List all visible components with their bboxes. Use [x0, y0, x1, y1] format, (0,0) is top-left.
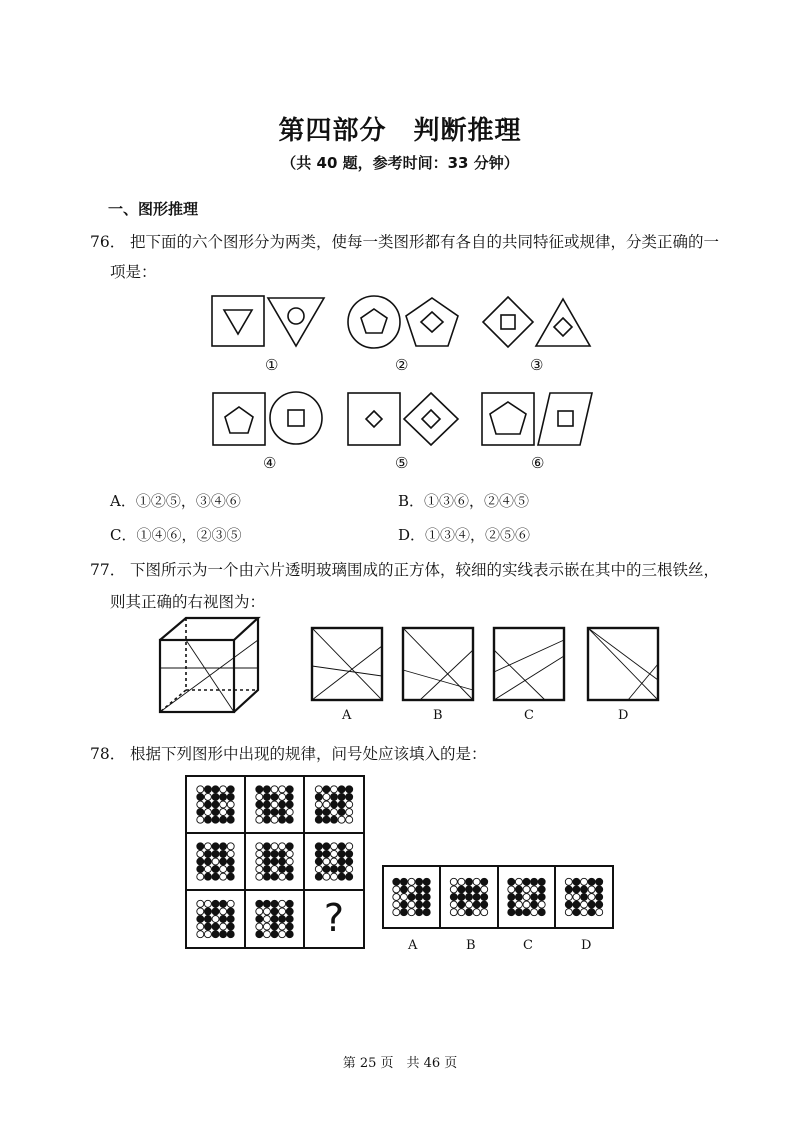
q78-choice-label-c[interactable]: C	[523, 938, 533, 953]
q78-dot-grid-1-3	[315, 786, 352, 823]
q76-figure-label-4: ④	[263, 454, 277, 472]
q78-question-mark: ?	[323, 896, 345, 940]
q76-figure-label-2: ②	[395, 356, 409, 374]
q78-choice-grid-b	[450, 878, 487, 915]
q77-number: 77．	[90, 561, 126, 579]
q78-choice-label-a[interactable]: A	[408, 938, 418, 953]
section-heading: 一、图形推理	[108, 200, 199, 218]
q77-choice-label-b[interactable]: B	[433, 708, 443, 723]
q77-choice-label-a[interactable]: A	[342, 708, 352, 723]
q78-dot-grid-1-1	[197, 786, 234, 823]
q78-number: 78．	[90, 745, 126, 763]
q76-option-b[interactable]: B．①③⑥，②④⑤	[398, 492, 530, 510]
page-title: 第四部分 判断推理	[278, 116, 522, 146]
q78-dot-grid-2-1	[197, 843, 234, 880]
q78-dot-grid-2-2	[256, 843, 293, 880]
page-subtitle: （共 40 题，参考时间：33 分钟）	[281, 154, 519, 172]
q77-text-line2: 则其正确的右视图为：	[110, 593, 266, 611]
q76-option-d[interactable]: D．①③④，②⑤⑥	[398, 526, 531, 544]
q76-option-c[interactable]: C．①④⑥，②③⑤	[110, 526, 242, 544]
q77-text-line1: 下图所示为一个由六片透明玻璃围成的正方体，较细的实线表示嵌在其中的三根铁丝，	[130, 561, 720, 579]
q76-text-line2: 项是：	[110, 263, 157, 281]
q78-choice-grid-d	[565, 878, 602, 915]
q78-text: 根据下列图形中出现的规律，问号处应该填入的是：	[130, 745, 487, 763]
q78-choice-grid-c	[508, 878, 545, 915]
q77-choice-label-d[interactable]: D	[618, 708, 629, 723]
q76-figure-label-3: ③	[530, 356, 544, 374]
q76-number: 76．	[90, 233, 126, 251]
q78-choice-grid-a	[393, 878, 430, 915]
q76-figure-label-1: ①	[265, 356, 279, 374]
q78-dot-grid-1-2	[256, 786, 293, 823]
q78-choice-label-b[interactable]: B	[466, 938, 476, 953]
q76-figure-label-5: ⑤	[395, 454, 409, 472]
q78-dot-grid-2-3	[315, 843, 352, 880]
q76-figure-label-6: ⑥	[531, 454, 545, 472]
q76-text-line1: 把下面的六个图形分为两类，使每一类图形都有各自的共同特征或规律，分类正确的一	[130, 233, 720, 251]
q78-dot-grid-3-2	[256, 900, 293, 937]
q78-choice-label-d[interactable]: D	[581, 938, 592, 953]
q77-choice-label-c[interactable]: C	[524, 708, 534, 723]
q78-dot-grid-3-1	[197, 900, 234, 937]
q76-option-a[interactable]: A．①②⑤，③④⑥	[110, 492, 241, 510]
page-footer: 第 25 页 共 46 页	[342, 1056, 458, 1071]
